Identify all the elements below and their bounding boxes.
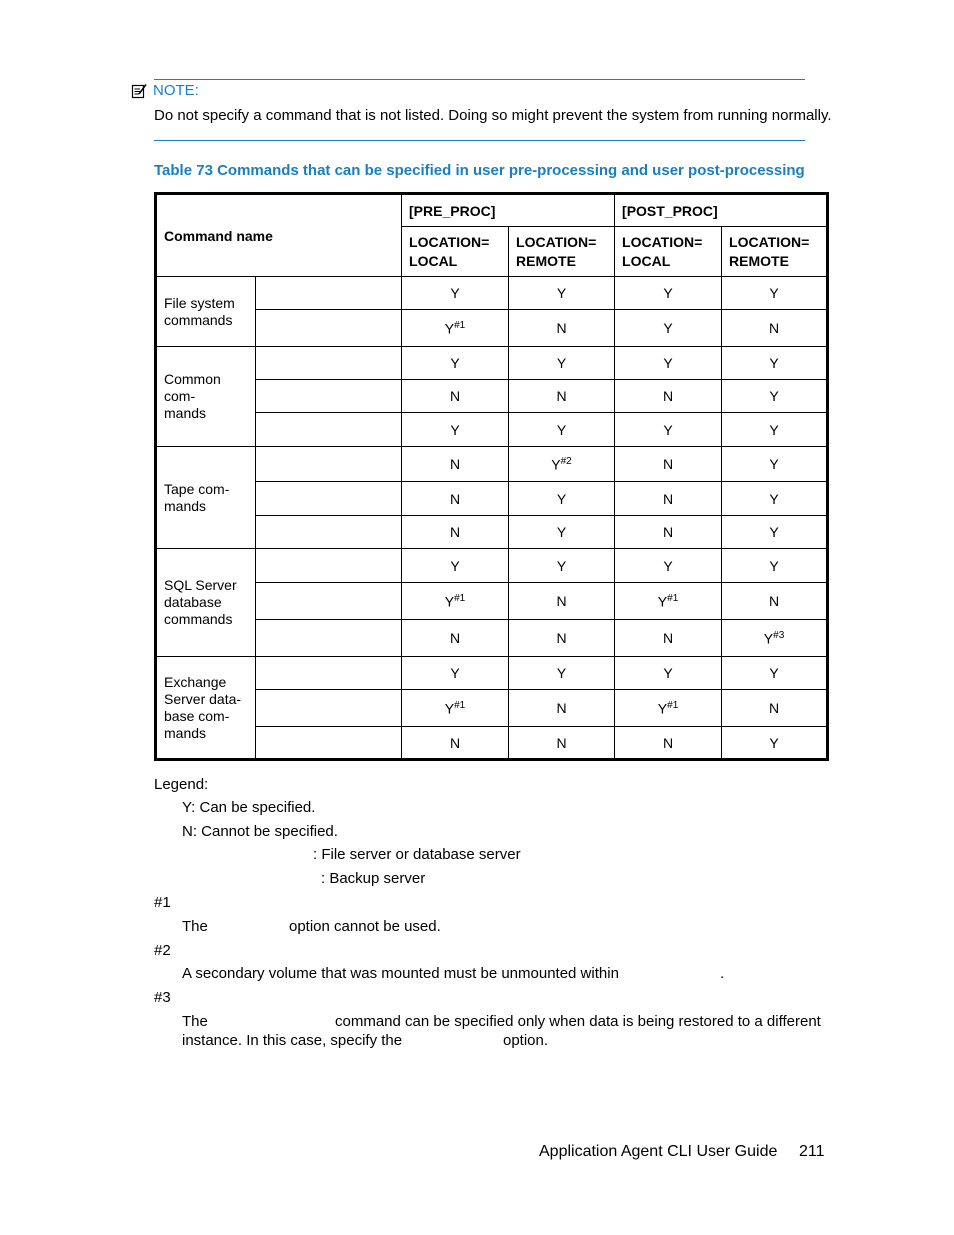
legend-title: Legend:: [154, 776, 209, 793]
availability-cell: Y: [615, 310, 722, 347]
command-cell: [256, 413, 402, 447]
table-row: [156, 583, 828, 620]
availability-cell: $Y^{\#2}$: [509, 447, 615, 482]
note-heading: [131, 82, 199, 99]
footnote-3-text-a: The: [182, 1013, 208, 1030]
availability-cell: N: [509, 727, 615, 760]
availability-cell: Y: [722, 727, 828, 760]
command-cell: [256, 620, 402, 657]
footnote-marker: #1: [454, 592, 466, 604]
availability-cell: Y: [722, 413, 828, 447]
availability-cell: Y: [722, 516, 828, 549]
availability-cell: Y: [722, 482, 828, 516]
footnote-marker: #1: [454, 319, 466, 331]
availability-cell: $Y^{\#1}$: [402, 310, 509, 347]
availability-cell: N: [615, 620, 722, 657]
command-cell: [256, 277, 402, 310]
command-group-name: SQL Server database commands: [156, 549, 256, 657]
command-cell: [256, 549, 402, 583]
footnote-marker: #2: [560, 455, 572, 467]
footnote-3-label: #3: [154, 989, 171, 1006]
legend-y: Y: Can be specified.: [182, 799, 316, 816]
footnote-marker: #1: [667, 699, 679, 711]
header-pre-remote: LOCATION= REMOTE: [509, 227, 615, 277]
header-post-remote: LOCATION= REMOTE: [722, 227, 828, 277]
note-text: Do not specify a command that is not listed. Doing so might prevent the system from running normally.: [154, 107, 832, 124]
availability-cell: N: [722, 690, 828, 727]
availability-cell: Y: [509, 516, 615, 549]
command-cell: [256, 310, 402, 347]
availability-cell: Y: [615, 549, 722, 583]
command-group-name: File system commands: [156, 277, 256, 347]
table-row: [156, 310, 828, 347]
availability-cell: Y: [402, 549, 509, 583]
availability-cell: N: [615, 380, 722, 413]
availability-cell: Y: [615, 657, 722, 690]
table-row: [156, 727, 828, 760]
footnote-1-label: #1: [154, 894, 171, 911]
availability-cell: Y: [615, 413, 722, 447]
availability-cell: Y: [615, 277, 722, 310]
table-row: [156, 690, 828, 727]
command-cell: [256, 583, 402, 620]
footnote-2-text-b: .: [720, 965, 725, 982]
table-row: [156, 447, 828, 482]
availability-cell: Y: [722, 347, 828, 380]
note-label: NOTE:: [153, 82, 199, 99]
footnote-2-text-a: A secondary volume that was mounted must be unmounted within: [182, 965, 619, 982]
availability-cell: Y: [722, 380, 828, 413]
availability-cell: Y: [615, 347, 722, 380]
availability-cell: N: [402, 380, 509, 413]
footnote-1-text-a: The: [182, 918, 208, 935]
availability-cell: N: [402, 516, 509, 549]
availability-cell: Y: [402, 413, 509, 447]
availability-cell: Y: [509, 347, 615, 380]
availability-cell: N: [722, 310, 828, 347]
availability-cell: $Y^{\#3}$: [722, 620, 828, 657]
header-pre-local: LOCATION= LOCAL: [402, 227, 509, 277]
availability-cell: Y: [509, 277, 615, 310]
availability-cell: N: [402, 620, 509, 657]
table-row: [156, 549, 828, 583]
footnote-1-text-b: option cannot be used.: [289, 918, 441, 935]
note-top-rule: [154, 79, 805, 80]
availability-cell: Y: [509, 413, 615, 447]
footnote-marker: #3: [773, 629, 785, 641]
legend-remote: : Backup server: [321, 870, 426, 887]
availability-cell: Y: [722, 277, 828, 310]
table-row: [156, 413, 828, 447]
footer-guide-title: Application Agent CLI User Guide: [539, 1143, 778, 1160]
header-post-local: LOCATION= LOCAL: [615, 227, 722, 277]
header-command-name: Command name: [156, 194, 402, 277]
table-row: [156, 620, 828, 657]
note-bottom-rule: [154, 140, 805, 141]
footnote-3-text-d: option.: [503, 1032, 549, 1049]
command-cell: [256, 380, 402, 413]
availability-cell: N: [615, 482, 722, 516]
availability-cell: Y: [509, 657, 615, 690]
table-row: [156, 277, 828, 310]
table-row: [156, 482, 828, 516]
availability-cell: Y: [722, 447, 828, 482]
footnote-marker: #1: [667, 592, 679, 604]
availability-cell: Y: [722, 657, 828, 690]
legend-n: N: Cannot be specified.: [182, 823, 338, 840]
note-icon: [131, 83, 147, 99]
availability-cell: $Y^{\#1}$: [615, 690, 722, 727]
command-group-name: Common com- mands: [156, 347, 256, 447]
table-row: [156, 657, 828, 690]
availability-cell: N: [402, 447, 509, 482]
command-cell: [256, 657, 402, 690]
footer-page-number: 211: [799, 1143, 825, 1160]
legend-local: : File server or database server: [313, 846, 521, 863]
availability-cell: Y: [402, 277, 509, 310]
availability-cell: Y: [722, 549, 828, 583]
table-caption: Table 73 Commands that can be specified in user pre-processing and user post-processing: [154, 162, 805, 179]
availability-cell: N: [509, 690, 615, 727]
availability-cell: $Y^{\#1}$: [402, 690, 509, 727]
footnote-marker: #1: [454, 699, 466, 711]
availability-cell: $Y^{\#1}$: [402, 583, 509, 620]
header-post-proc: [POST_PROC]: [615, 194, 828, 227]
availability-cell: N: [509, 310, 615, 347]
availability-cell: Y: [402, 657, 509, 690]
command-cell: [256, 690, 402, 727]
availability-cell: N: [722, 583, 828, 620]
availability-cell: Y: [509, 549, 615, 583]
availability-cell: N: [615, 516, 722, 549]
command-cell: [256, 727, 402, 760]
header-pre-proc: [PRE_PROC]: [402, 194, 615, 227]
table-row: [156, 380, 828, 413]
command-cell: [256, 516, 402, 549]
availability-cell: N: [509, 620, 615, 657]
availability-cell: N: [615, 727, 722, 760]
table-row: [156, 347, 828, 380]
footnote-3-text-c: instance. In this case, specify the: [182, 1032, 403, 1049]
command-cell: [256, 447, 402, 482]
availability-cell: Y: [509, 482, 615, 516]
availability-cell: N: [402, 727, 509, 760]
availability-cell: N: [615, 447, 722, 482]
availability-cell: N: [509, 380, 615, 413]
command-cell: [256, 482, 402, 516]
table-row: [156, 516, 828, 549]
commands-table: [154, 192, 829, 761]
availability-cell: N: [509, 583, 615, 620]
command-group-name: Exchange Server data- base com- mands: [156, 657, 256, 760]
command-group-name: Tape com- mands: [156, 447, 256, 549]
availability-cell: N: [402, 482, 509, 516]
availability-cell: Y: [402, 347, 509, 380]
availability-cell: $Y^{\#1}$: [615, 583, 722, 620]
command-cell: [256, 347, 402, 380]
table-body: [156, 277, 828, 760]
footnote-2-label: #2: [154, 942, 171, 959]
footnote-3-text-b: command can be specified only when data is being restored to a different: [335, 1013, 821, 1030]
